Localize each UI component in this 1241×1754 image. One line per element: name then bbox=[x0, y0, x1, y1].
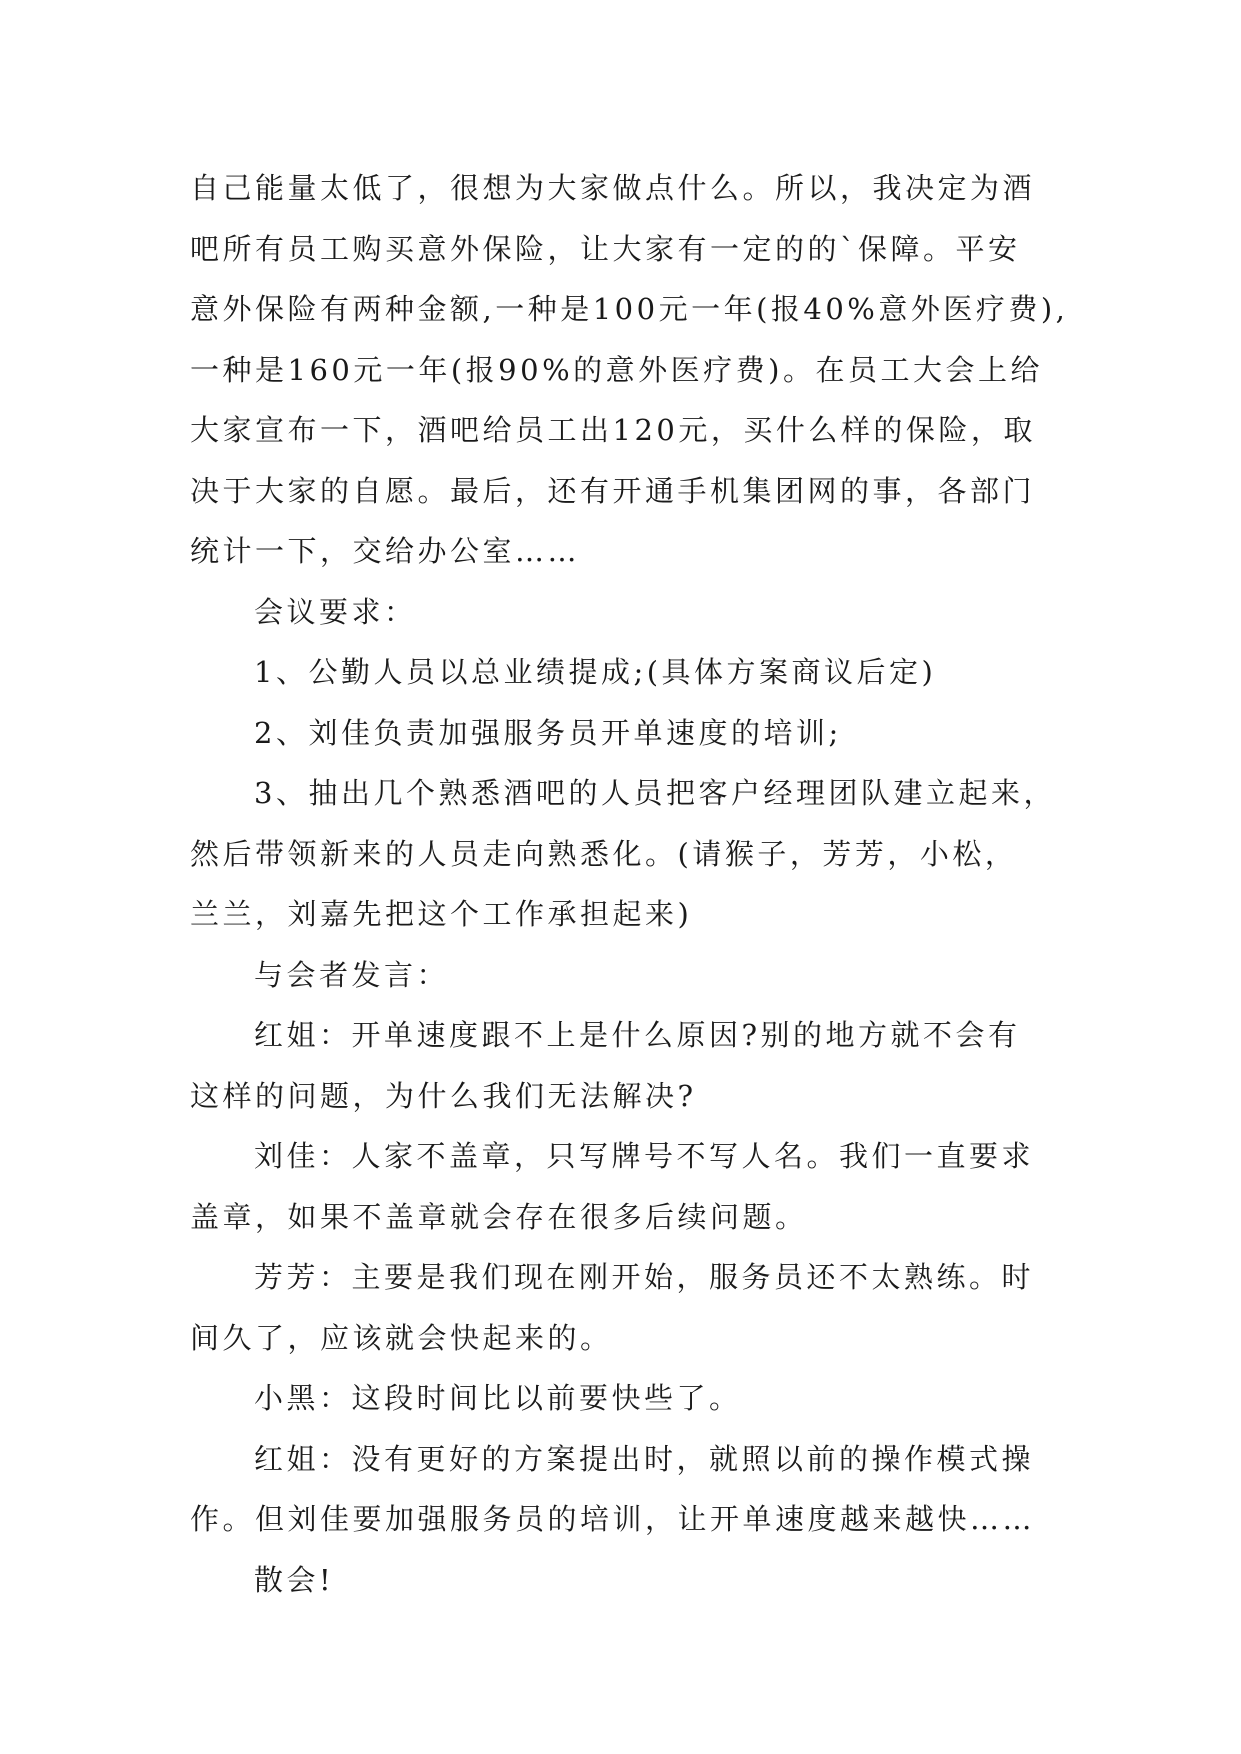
remark-liujia bbox=[190, 1126, 1090, 1247]
text-line: 兰兰，刘嘉先把这个工作承担起来) bbox=[190, 897, 693, 931]
text-line: 散会! bbox=[254, 1562, 335, 1597]
paragraph-insurance-announcement bbox=[190, 158, 1090, 582]
text-line: 作。但刘佳要加强服务员的培训，让开单速度越来越快…… bbox=[190, 1502, 1036, 1536]
text-line: 一种是160元一年(报90%的意外医疗费)。在员工大会上给 bbox=[190, 352, 1043, 387]
text-line: 意外保险有两种金额,一种是100元一年(报40%意外医疗费), bbox=[190, 292, 1069, 326]
requirement-item-2 bbox=[190, 703, 1090, 764]
section-heading-attendee-remarks bbox=[190, 945, 1090, 1006]
remark-hongjie-2 bbox=[190, 1429, 1090, 1550]
text-line: 2、刘佳负责加强服务员开单速度的培训; bbox=[254, 715, 842, 750]
text-line: 与会者发言： bbox=[254, 957, 450, 992]
text-line: 盖章，如果不盖章就会存在很多后续问题。 bbox=[190, 1199, 808, 1234]
text-line: 间久了，应该就会快起来的。 bbox=[190, 1320, 613, 1355]
text-line: 吧所有员工购买意外保险，让大家有一定的的`保障。平安 bbox=[190, 231, 1021, 266]
section-heading-meeting-requirements bbox=[190, 582, 1090, 643]
text-line: 会议要求： bbox=[254, 594, 417, 629]
text-line: 这样的问题，为什么我们无法解决? bbox=[190, 1078, 697, 1113]
text-line: 自己能量太低了，很想为大家做点什么。所以，我决定为酒 bbox=[190, 171, 1036, 205]
remark-hongjie-1 bbox=[190, 1005, 1090, 1126]
text-line: 红姐：没有更好的方案提出时，就照以前的操作模式操 bbox=[254, 1441, 1035, 1476]
requirement-item-1 bbox=[190, 642, 1090, 703]
text-line: 红姐：开单速度跟不上是什么原因?别的地方就不会有 bbox=[254, 1018, 1021, 1052]
text-line: 芳芳：主要是我们现在刚开始，服务员还不太熟练。时 bbox=[254, 1260, 1035, 1294]
text-line: 1、公勤人员以总业绩提成;(具体方案商议后定) bbox=[254, 655, 937, 689]
text-line: 大家宣布一下，酒吧给员工出120元，买什么样的保险，取 bbox=[190, 413, 1036, 447]
text-line: 统计一下，交给办公室…… bbox=[190, 534, 581, 568]
document-body bbox=[190, 158, 1090, 1610]
text-line: 决于大家的自愿。最后，还有开通手机集团网的事，各部门 bbox=[190, 473, 1036, 508]
text-line: 然后带领新来的人员走向熟悉化。(请猴子，芳芳，小松， bbox=[190, 836, 1018, 871]
remark-fangfang bbox=[190, 1247, 1090, 1368]
remark-xiaohei bbox=[190, 1368, 1090, 1429]
text-line: 刘佳：人家不盖章，只写牌号不写人名。我们一直要求 bbox=[254, 1139, 1035, 1173]
requirement-item-3 bbox=[190, 763, 1090, 945]
text-line: 3、抽出几个熟悉酒吧的人员把客户经理团队建立起来， bbox=[254, 776, 1056, 810]
text-line: 小黑：这段时间比以前要快些了。 bbox=[254, 1381, 742, 1415]
meeting-adjourned bbox=[190, 1550, 1090, 1611]
